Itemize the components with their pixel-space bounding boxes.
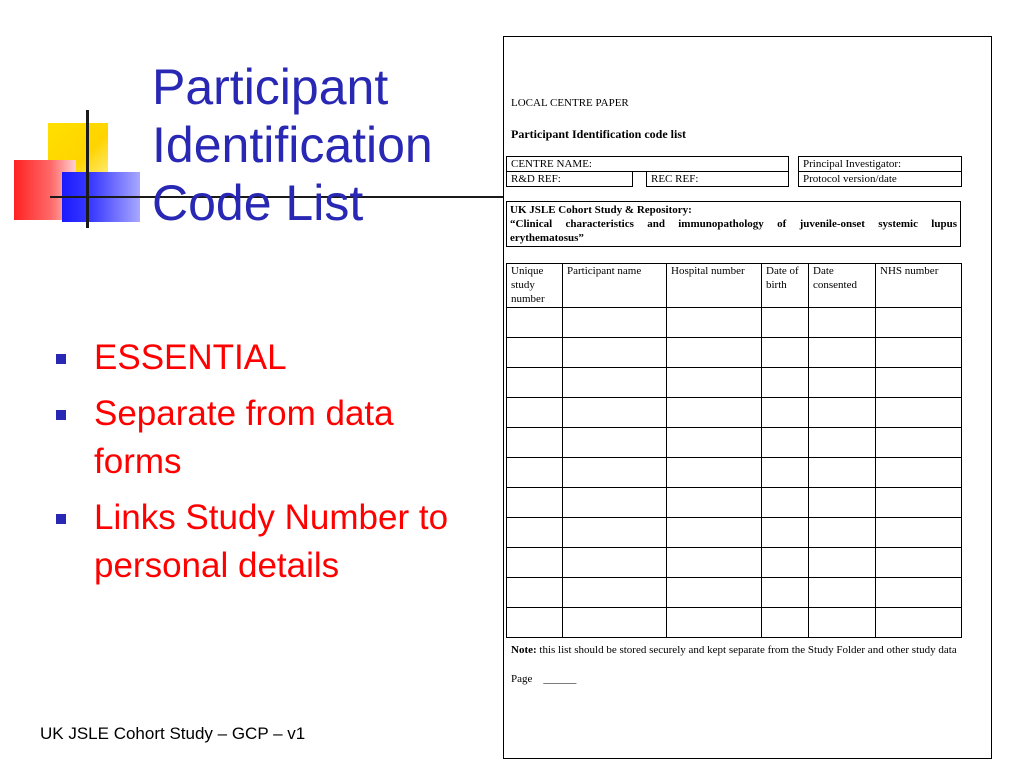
empty-cell [876, 398, 962, 428]
empty-cell [762, 368, 809, 398]
empty-cell [667, 548, 762, 578]
empty-cell [762, 398, 809, 428]
empty-cell [762, 338, 809, 368]
empty-cell [507, 608, 563, 638]
study-title-box [506, 201, 961, 247]
empty-cell [809, 428, 876, 458]
column-header: Participant name [563, 264, 667, 308]
empty-cell [809, 578, 876, 608]
empty-cell [809, 338, 876, 368]
empty-cell [667, 518, 762, 548]
storage-note [511, 643, 989, 657]
code-list-document [503, 36, 992, 759]
empty-cell [809, 548, 876, 578]
empty-cell [563, 518, 667, 548]
empty-cell [809, 458, 876, 488]
bullet-square-icon [56, 514, 66, 524]
table-row [507, 308, 962, 338]
empty-cell [876, 338, 962, 368]
empty-cell [507, 428, 563, 458]
empty-cell [876, 458, 962, 488]
bullet-text: ESSENTIAL [94, 338, 287, 377]
column-header: Hospital number [667, 264, 762, 308]
bullet-item [56, 494, 456, 590]
bullet-item [56, 390, 456, 486]
table-row [507, 368, 962, 398]
empty-cell [762, 578, 809, 608]
table-row [507, 398, 962, 428]
empty-cell [507, 368, 563, 398]
note-text: this list should be stored securely and kept separate from the Study Folder and other study data [536, 644, 957, 656]
protocol-version-cell: Protocol version/date [799, 172, 962, 187]
empty-cell [809, 368, 876, 398]
slide-title [152, 58, 492, 232]
empty-cell [809, 488, 876, 518]
page-number-field: Page ______ [511, 673, 577, 685]
empty-cell [762, 518, 809, 548]
table-row [507, 548, 962, 578]
empty-cell [507, 488, 563, 518]
empty-cell [762, 428, 809, 458]
empty-cell [563, 578, 667, 608]
empty-cell [762, 548, 809, 578]
empty-cell [507, 548, 563, 578]
centre-name-cell: CENTRE NAME: [507, 157, 789, 172]
title-line: Code List [152, 175, 364, 231]
empty-cell [563, 368, 667, 398]
empty-cell [563, 308, 667, 338]
vertical-line-shape [86, 110, 89, 228]
empty-cell [809, 518, 876, 548]
empty-cell [809, 398, 876, 428]
rec-ref-cell: REC REF: [647, 172, 789, 187]
empty-cell [876, 308, 962, 338]
empty-cell [667, 458, 762, 488]
empty-cell [762, 488, 809, 518]
bullet-text: Links Study Number to personal details [94, 498, 449, 585]
empty-cell [563, 488, 667, 518]
empty-cell [876, 608, 962, 638]
empty-cell [667, 608, 762, 638]
column-header: Unique study number [507, 264, 563, 308]
empty-cell [876, 548, 962, 578]
table-row [507, 488, 962, 518]
rd-ref-cell: R&D REF: [507, 172, 633, 187]
empty-cell [507, 398, 563, 428]
empty-cell [876, 518, 962, 548]
study-title: UK JSLE Cohort Study & Repository: [510, 204, 692, 216]
empty-cell [667, 488, 762, 518]
empty-cell [667, 368, 762, 398]
bullet-text: Separate from data forms [94, 394, 394, 481]
empty-cell [876, 578, 962, 608]
empty-cell [667, 428, 762, 458]
participant-code-table [506, 263, 962, 638]
bullet-square-icon [56, 354, 66, 364]
empty-cell [563, 458, 667, 488]
note-label: Note: [511, 644, 537, 656]
bullet-list [56, 334, 456, 598]
empty-cell [762, 308, 809, 338]
title-line: Identification [152, 117, 433, 173]
empty-cell [667, 338, 762, 368]
empty-cell [507, 458, 563, 488]
empty-cell [507, 518, 563, 548]
bullet-square-icon [56, 410, 66, 420]
empty-cell [762, 608, 809, 638]
slide-footer: UK JSLE Cohort Study – GCP – v1 [40, 724, 306, 743]
table-row [507, 518, 962, 548]
empty-cell [667, 398, 762, 428]
local-centre-label: LOCAL CENTRE PAPER [511, 97, 629, 109]
empty-cell [876, 428, 962, 458]
empty-cell [876, 488, 962, 518]
title-line: Participant [152, 59, 389, 115]
table-row [507, 428, 962, 458]
empty-cell [809, 608, 876, 638]
table-row [507, 458, 962, 488]
empty-cell [507, 578, 563, 608]
table-row [507, 338, 962, 368]
empty-cell [667, 308, 762, 338]
empty-cell [563, 428, 667, 458]
empty-cell [563, 608, 667, 638]
document-heading: Participant Identification code list [511, 127, 686, 141]
column-header: Date consented [809, 264, 876, 308]
centre-info-table [506, 156, 962, 187]
bullet-item [56, 334, 456, 382]
decorative-logo [0, 0, 150, 240]
empty-cell [563, 338, 667, 368]
empty-cell [563, 398, 667, 428]
study-subtitle: “Clinical characteristics and immunopathology of juvenile-onset systemic lupus erythematosus” [510, 218, 957, 244]
empty-cell [762, 458, 809, 488]
principal-investigator-cell: Principal Investigator: [799, 157, 962, 172]
empty-cell [507, 308, 563, 338]
empty-cell [809, 308, 876, 338]
empty-cell [667, 578, 762, 608]
empty-cell [507, 338, 563, 368]
column-header: Date of birth [762, 264, 809, 308]
empty-cell [563, 548, 667, 578]
empty-cell [876, 368, 962, 398]
column-header: NHS number [876, 264, 962, 308]
table-row [507, 608, 962, 638]
table-row [507, 578, 962, 608]
